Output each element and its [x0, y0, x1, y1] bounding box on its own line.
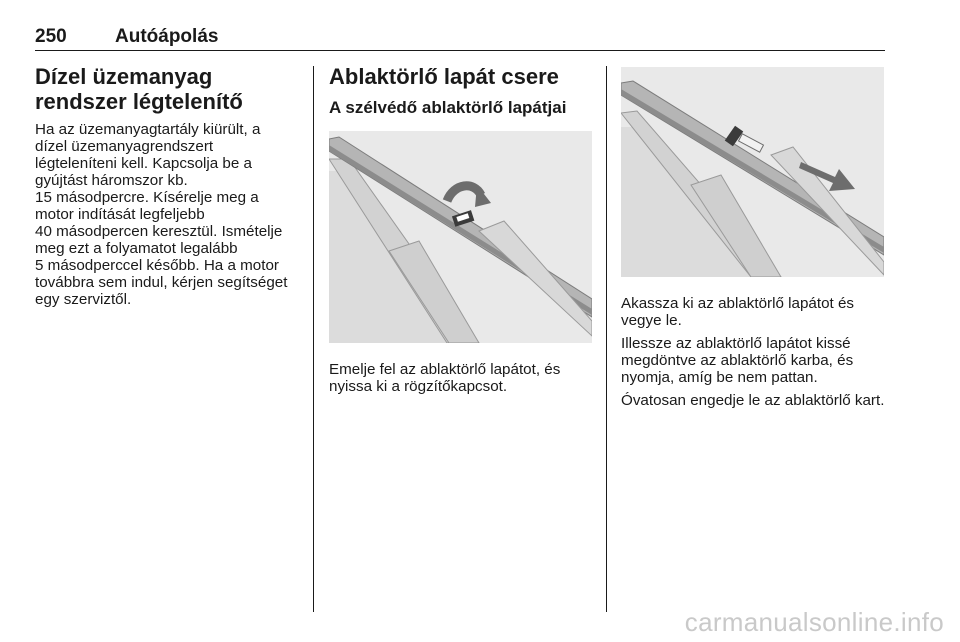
body-line: motor indítását legfeljebb: [35, 206, 205, 223]
wiper-lift-caption: Emelje fel az ablaktörlő lapátot, és nyissa ki a rögzítőkapcsot.: [329, 361, 561, 395]
page-number: 250: [35, 26, 67, 47]
body-line: Ha az üzemanyagtartály kiürült, a: [35, 121, 261, 138]
chapter-title: Autóápolás: [115, 26, 219, 47]
wiper-lower-instruction: Óvatosan engedje le az ablaktörlő kart.: [621, 392, 885, 409]
body-line: dízel üzemanyagrendszert: [35, 138, 214, 155]
wiper-replacement-heading: Ablaktörlő lapát csere: [329, 64, 559, 89]
wiper-remove-drawing: [621, 67, 884, 277]
right-text-block: [621, 295, 887, 409]
page-header: [35, 26, 885, 51]
middle-caption-block: [329, 361, 593, 395]
body-line: 40 másodpercen keresztül. Ismételje: [35, 223, 283, 240]
body-line: egy szerviztől.: [35, 291, 132, 308]
windshield-wiper-subheading: A szélvédő ablaktörlő lapátjai: [329, 98, 567, 117]
column-divider-1: [313, 66, 314, 612]
site-watermark: carmanualsonline.info: [684, 607, 944, 637]
body-line: továbbra sem indul, kérjen segítséget: [35, 274, 288, 291]
column-divider-2: [606, 66, 607, 612]
wiper-install-instruction: Illessze az ablaktörlő lapátot kissé megdöntve az ablaktörlő karba, és nyomja, amíg be nem pattan.: [621, 335, 854, 386]
body-line: légteleníteni kell. Kapcsolja be a: [35, 155, 252, 172]
wiper-remove-instruction: Akassza ki az ablaktörlő lapátot és vegye le.: [621, 295, 854, 329]
left-column: [35, 64, 303, 308]
wiper-remove-illustration: [621, 67, 884, 277]
body-line: gyújtást háromszor kb.: [35, 172, 188, 189]
body-line: meg ezt a folyamatot legalább: [35, 240, 238, 257]
diesel-bleed-heading: Dízel üzemanyag rendszer légtelenítő: [35, 64, 243, 114]
body-line: 15 másodpercre. Kísérelje meg a: [35, 189, 259, 206]
wiper-lift-drawing: [329, 131, 592, 343]
body-line: 5 másodperccel később. Ha a motor: [35, 257, 279, 274]
wiper-lift-illustration: [329, 131, 592, 343]
diesel-bleed-body: [35, 121, 303, 308]
middle-column: [329, 64, 593, 118]
